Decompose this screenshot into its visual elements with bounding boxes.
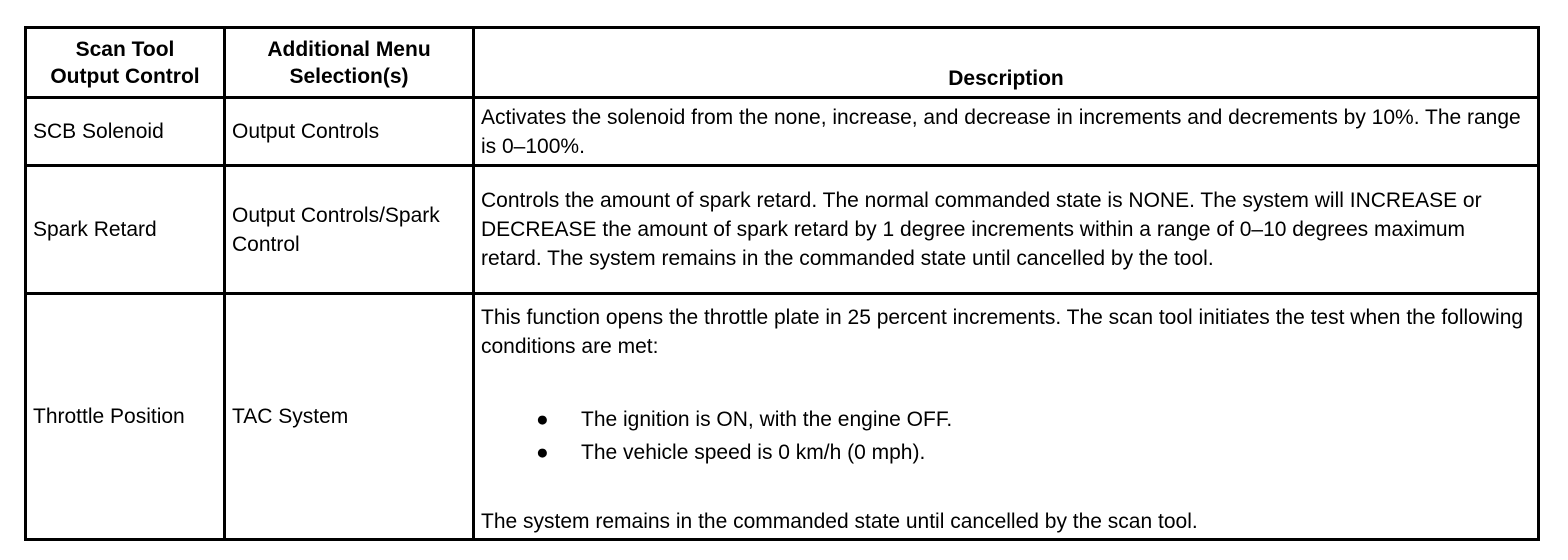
table-row bbox=[26, 294, 1539, 540]
row-spark-retard-control: Spark Retard bbox=[26, 166, 225, 294]
table-row bbox=[26, 166, 1539, 294]
bullet-dot-icon: ● bbox=[536, 408, 549, 431]
condition-ignition: The ignition is ON, with the engine OFF. bbox=[581, 408, 953, 431]
header-col1-line1: Scan Tool bbox=[75, 37, 175, 61]
throttle-description-intro: This function opens the throttle plate in 25 percent increments. The scan tool initiates the test when the following conditions are met: bbox=[481, 306, 1524, 358]
throttle-conditions-list bbox=[481, 405, 1531, 467]
row-throttle-position-menu: TAC System bbox=[225, 294, 474, 540]
row-throttle-position-description bbox=[474, 294, 1539, 540]
condition-vehicle-speed: The vehicle speed is 0 km/h (0 mph). bbox=[581, 441, 926, 464]
row-scb-solenoid-control: SCB Solenoid bbox=[26, 98, 225, 166]
header-col2-line2: Selection(s) bbox=[289, 64, 409, 88]
header-col2-line1: Additional Menu bbox=[267, 37, 431, 61]
header-scan-tool-output-control bbox=[26, 28, 225, 98]
header-col1-line2: Output Control bbox=[50, 64, 200, 88]
row-scb-solenoid-menu: Output Controls bbox=[225, 98, 474, 166]
row-scb-solenoid-description: Activates the solenoid from the none, increase, and decrease in increments and decrements by 10%. The range is 0–100%. bbox=[474, 98, 1539, 166]
header-additional-menu-selections bbox=[225, 28, 474, 98]
throttle-description-outro: The system remains in the commanded state until cancelled by the scan tool. bbox=[481, 510, 1198, 533]
output-controls-table bbox=[24, 26, 1540, 541]
table-row bbox=[26, 98, 1539, 166]
list-item bbox=[481, 405, 1531, 434]
list-item bbox=[481, 438, 1531, 467]
header-description: Description bbox=[474, 28, 1539, 98]
row-throttle-position-control: Throttle Position bbox=[26, 294, 225, 540]
table-header-row bbox=[26, 28, 1539, 98]
bullet-dot-icon: ● bbox=[536, 441, 549, 464]
row-spark-retard-menu: Output Controls/Spark Control bbox=[225, 166, 474, 294]
row-spark-retard-description: Controls the amount of spark retard. The normal commanded state is NONE. The system will INCREASE or DECREASE the amount of spark retard by 1 degree increments within a range of 0–10 degrees maximum retard. The system remains in the commanded state until cancelled by the tool. bbox=[474, 166, 1539, 294]
